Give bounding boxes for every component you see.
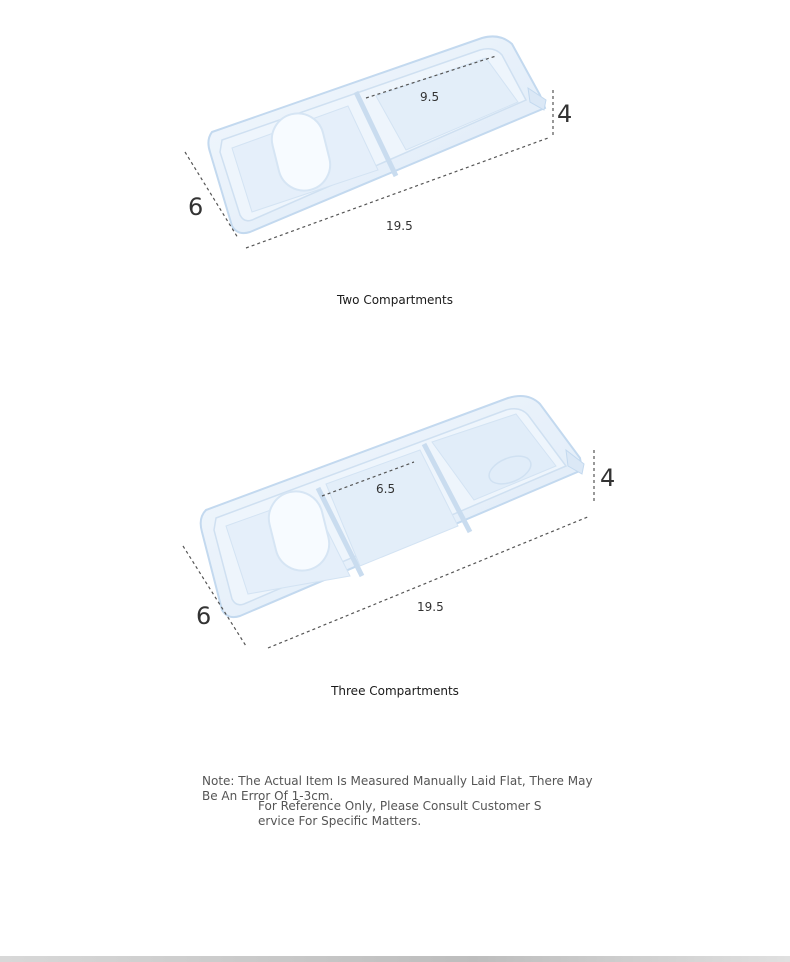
compartment-dimension-label: 9.5 bbox=[420, 90, 440, 104]
disclaimer-note-line-4: ervice For Specific Matters. bbox=[258, 814, 422, 828]
height-dimension-label: 4 bbox=[600, 464, 616, 492]
bottom-divider-strip bbox=[0, 956, 790, 962]
box-body bbox=[201, 396, 584, 617]
compartment-dimension-label: 6.5 bbox=[376, 482, 396, 496]
length-dimension-label: 19.5 bbox=[417, 600, 444, 614]
height-dimension-label: 4 bbox=[557, 100, 573, 128]
disclaimer-note-line-3: For Reference Only, Please Consult Customer S bbox=[258, 799, 542, 813]
box-body bbox=[208, 36, 546, 233]
three-compartment-box-image bbox=[0, 380, 790, 660]
width-dimension-label: 6 bbox=[196, 602, 212, 630]
disclaimer-note-line-2: Be An Error Of 1-3cm. bbox=[202, 789, 334, 803]
width-dimension-label: 6 bbox=[188, 193, 204, 221]
disclaimer-note-line-1: Note: The Actual Item Is Measured Manually Laid Flat, There May bbox=[202, 774, 593, 788]
two-compartment-box-image bbox=[0, 0, 790, 270]
length-dimension-label: 19.5 bbox=[386, 219, 413, 233]
three-compartments-caption: Three Compartments bbox=[331, 684, 459, 698]
two-compartments-caption: Two Compartments bbox=[337, 293, 453, 307]
